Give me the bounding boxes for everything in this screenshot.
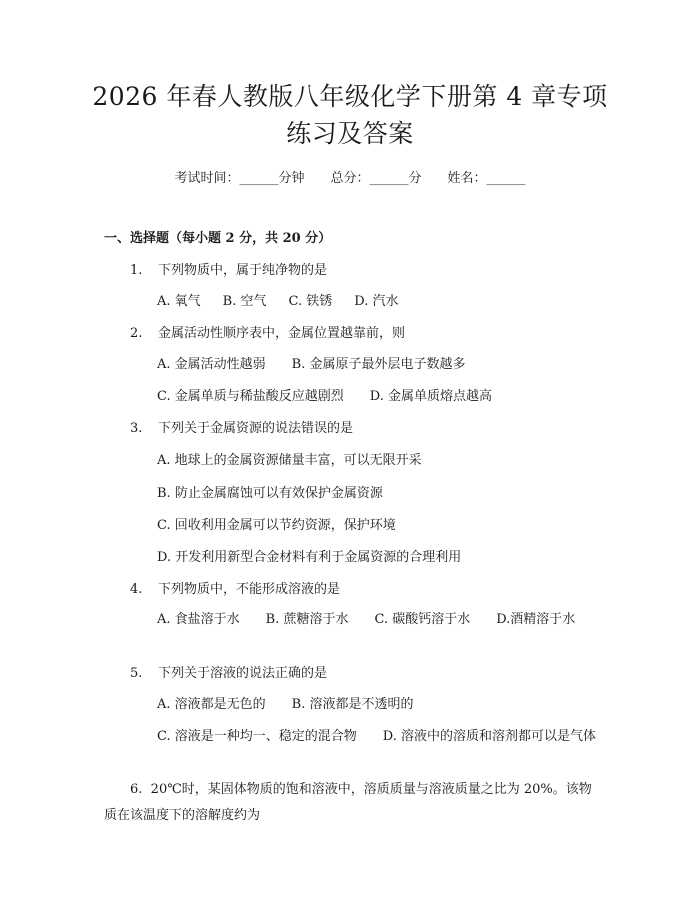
question-text: 金属活动性顺序表中，金属位置越靠前，则 (158, 326, 406, 341)
question-5-options-row-1 (157, 696, 413, 714)
question-text: 下列物质中，属于纯净物的是 (158, 263, 328, 278)
question-number: 1. (130, 263, 143, 278)
option-a: A. 溶液都是无色的 (157, 697, 266, 712)
question-text: 下列关于金属资源的说法错误的是 (158, 421, 354, 436)
question-text: 20℃时，某固体物质的饱和溶液中，溶质质量与溶液质量之比为 20%。该物质在该温度下的溶解度约为 (104, 782, 592, 823)
question-4-options: A. 食盐溶于水 B. 蔗糖溶于水 C. 碳酸钙溶于水 D.酒精溶于水 (157, 612, 576, 627)
question-2-options-row-1 (157, 356, 465, 374)
question-2 (104, 321, 604, 347)
question-3 (104, 416, 604, 442)
section-heading: 一、选择题（每小题 2 分，共 20 分） (104, 231, 332, 246)
question-3-option-b: B. 防止金属腐蚀可以有效保护金属资源 (157, 486, 383, 501)
exam-info (0, 170, 700, 188)
question-5-options-row-2: C. 溶液是一种均一、稳定的混合物 D. 溶液中的溶质和溶剂都可以是气体 (157, 729, 596, 744)
question-1-options (157, 293, 398, 311)
question-number: 5. (130, 666, 143, 681)
question-3-option-d: D. 开发利用新型合金材料有利于金属资源的合理利用 (157, 550, 462, 565)
question-number: 3. (130, 421, 143, 436)
question-number: 6. (130, 782, 143, 797)
title-line-2: 练习及答案 (286, 119, 414, 148)
option-b: B. 金属原子最外层电子数越多 (291, 357, 466, 372)
question-6 (104, 777, 600, 829)
question-number: 2. (130, 326, 143, 341)
exam-time-label: 考试时间：______分钟 (174, 171, 305, 186)
student-name-label: 姓名：______ (447, 171, 526, 186)
title-line-1: 2026 年春人教版八年级化学下册第 4 章专项 (92, 82, 608, 111)
option-a: A. 金属活动性越弱 (157, 357, 266, 372)
option-d: D. 汽水 (354, 294, 399, 309)
question-number: 4. (130, 582, 143, 597)
question-text: 下列物质中，不能形成溶液的是 (158, 582, 341, 597)
question-4 (104, 577, 604, 603)
option-b: B. 溶液都是不透明的 (291, 697, 414, 712)
question-2-options-row-2 (157, 388, 492, 406)
document-title (70, 78, 630, 152)
question-3-option-c: C. 回收利用金属可以节约资源，保护环境 (157, 518, 396, 533)
question-5 (104, 661, 604, 687)
option-c: C. 金属单质与稀盐酸反应越剧烈 (157, 389, 344, 404)
option-d: D. 金属单质熔点越高 (369, 389, 492, 404)
question-1 (104, 258, 604, 284)
option-a: A. 氧气 (157, 294, 201, 309)
question-3-option-a: A. 地球上的金属资源储量丰富，可以无限开采 (157, 453, 422, 468)
total-score-label: 总分：______分 (330, 171, 422, 186)
question-text: 下列关于溶液的说法正确的是 (158, 666, 328, 681)
option-b: B. 空气 (222, 294, 267, 309)
option-c: C. 铁锈 (288, 294, 333, 309)
